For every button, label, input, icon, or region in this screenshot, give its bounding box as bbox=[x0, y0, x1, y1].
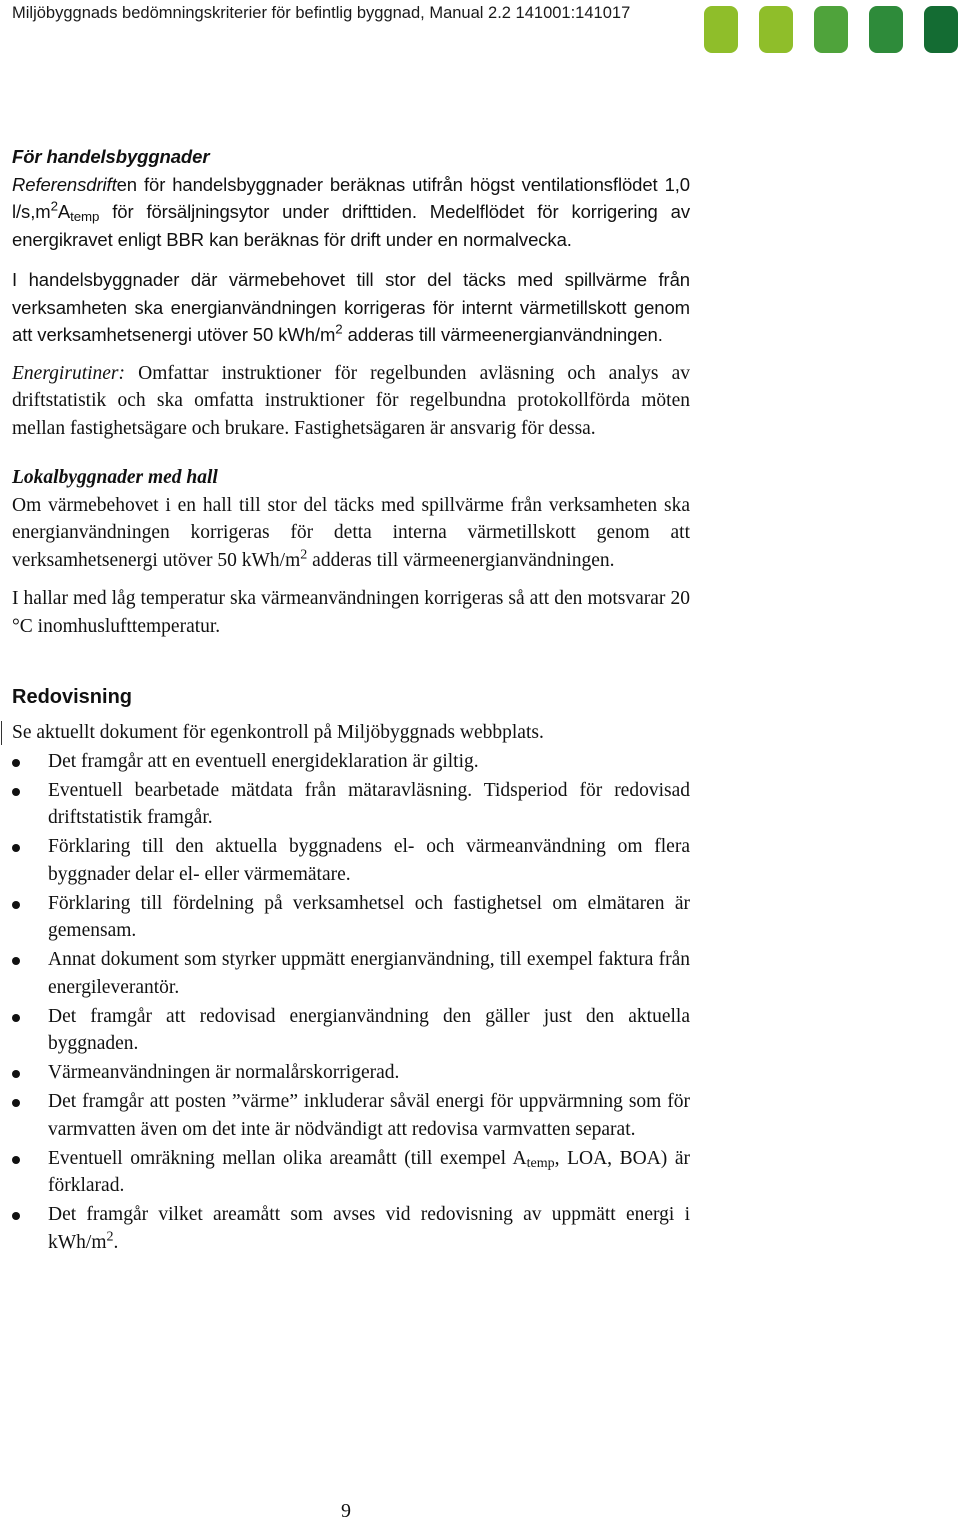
section-heading-redovisning: Redovisning bbox=[12, 686, 133, 708]
miljobyggnad-logo bbox=[704, 6, 958, 54]
logo-block bbox=[704, 6, 738, 53]
list-item: Eventuell bearbetade mätdata från mätaravläsning. Tidsperiod för redovisad driftstatistik framgår. bbox=[12, 777, 690, 832]
logo-block bbox=[924, 6, 958, 53]
bullet-icon bbox=[12, 1156, 20, 1164]
list-item: Förklaring till fördelning på verksamhetsel och fastighetsel om elmätaren är gemensam. bbox=[12, 890, 690, 945]
section-heading-lokalbyggnader-med-hall: Lokalbyggnader med hall bbox=[12, 467, 218, 488]
section-heading-handelsbyggnader: För handelsbyggnader bbox=[12, 146, 210, 167]
bullet-icon bbox=[12, 788, 20, 796]
page-number: 9 bbox=[341, 1500, 351, 1522]
list-item: Värmeanvändningen är normalårskorrigerad. bbox=[12, 1059, 690, 1087]
list-item: Förklaring till den aktuella byggnadens el- och värmeanvändning om flera byggnader delar el- eller värmemätare. bbox=[12, 833, 690, 888]
logo-block bbox=[869, 6, 903, 53]
logo-block bbox=[814, 6, 848, 53]
bullet-icon bbox=[12, 1099, 20, 1107]
bullet-icon bbox=[12, 901, 20, 909]
change-bar bbox=[1, 721, 2, 745]
paragraph-referensdrift: Referensdriften för handelsbyggnader beräknas utifrån högst ventilationsflödet 1,0 $l/s,m^2A_{temp}$ för försäljningsytor under drifttiden. Medelflödet för korrigering av energikravet enligt BBR kan beräknas för drift under en normalvecka. bbox=[12, 173, 690, 250]
bullet-icon bbox=[12, 844, 20, 852]
bullet-icon bbox=[12, 957, 20, 965]
bullet-icon bbox=[12, 759, 20, 767]
list-item: Det framgår att en eventuell energideklaration är giltig. bbox=[12, 748, 690, 776]
paragraph-energirutiner: Energirutiner: Omfattar instruktioner för regelbunden avläsning och analys av driftstatistik och ska omfatta instruktioner för regelbundna protokollförda möten mellan fastighetsägare och brukare. Fastighetsägaren är ansvarig för dessa. bbox=[12, 362, 690, 439]
list-item: Det framgår vilket areamått som avses vid redovisning av uppmätt energi i kWh/$m^2$. bbox=[12, 1201, 690, 1256]
logo-block bbox=[759, 6, 793, 53]
bullet-icon bbox=[12, 1070, 20, 1078]
document-header-title: Miljöbyggnads bedömningskriterier för befintlig byggnad, Manual 2.2 141001:141017 bbox=[12, 4, 631, 22]
handelsbyggnader-section bbox=[12, 143, 690, 349]
redovisning-list bbox=[12, 748, 690, 1257]
paragraph-hall-temperatur: I hallar med låg temperatur ska värmeanvändningen korrigeras så att den motsvarar 20 °C inomhuslufttemperatur. bbox=[12, 588, 690, 637]
list-item: Eventuell omräkning mellan olika areamått (till exempel $A_{temp}$, LOA, BOA) är förklarad. bbox=[12, 1145, 690, 1200]
list-item: Annat dokument som styrker uppmätt energianvändning, till exempel faktura från energileverantör. bbox=[12, 946, 690, 1001]
paragraph-spillvarme: I handelsbyggnader där värmebehovet till stor del täcks med spillvärme från verksamheten ska energianvändningen korrigeras för internt värmetillskott genom att verksamhetsenergi utöver 50 kWh/$m^2$ adderas till värmeenergianvändningen. bbox=[12, 269, 690, 345]
redovisning-lead: Se aktuellt dokument för egenkontroll på Miljöbyggnads webbplats. bbox=[12, 719, 690, 747]
bullet-icon bbox=[12, 1014, 20, 1022]
list-item: Det framgår att posten ”värme” inkluderar såväl energi för uppvärmning som för varmvatten även om det inte är nödvändigt att redovisa varmvatten separat. bbox=[12, 1088, 690, 1143]
list-item: Det framgår att redovisad energianvändning den gäller just den aktuella byggnaden. bbox=[12, 1003, 690, 1058]
document-body bbox=[12, 143, 690, 1258]
paragraph-hall-spillvarme: Om värmebehovet i en hall till stor del täcks med spillvärme från verksamheten ska energianvändningen korrigeras för detta interna värmetillskott genom att verksamhetsenergi utöver 50 kWh/$m^2$ adderas till värmeenergianvändningen. bbox=[12, 494, 690, 571]
bullet-icon bbox=[12, 1212, 20, 1220]
